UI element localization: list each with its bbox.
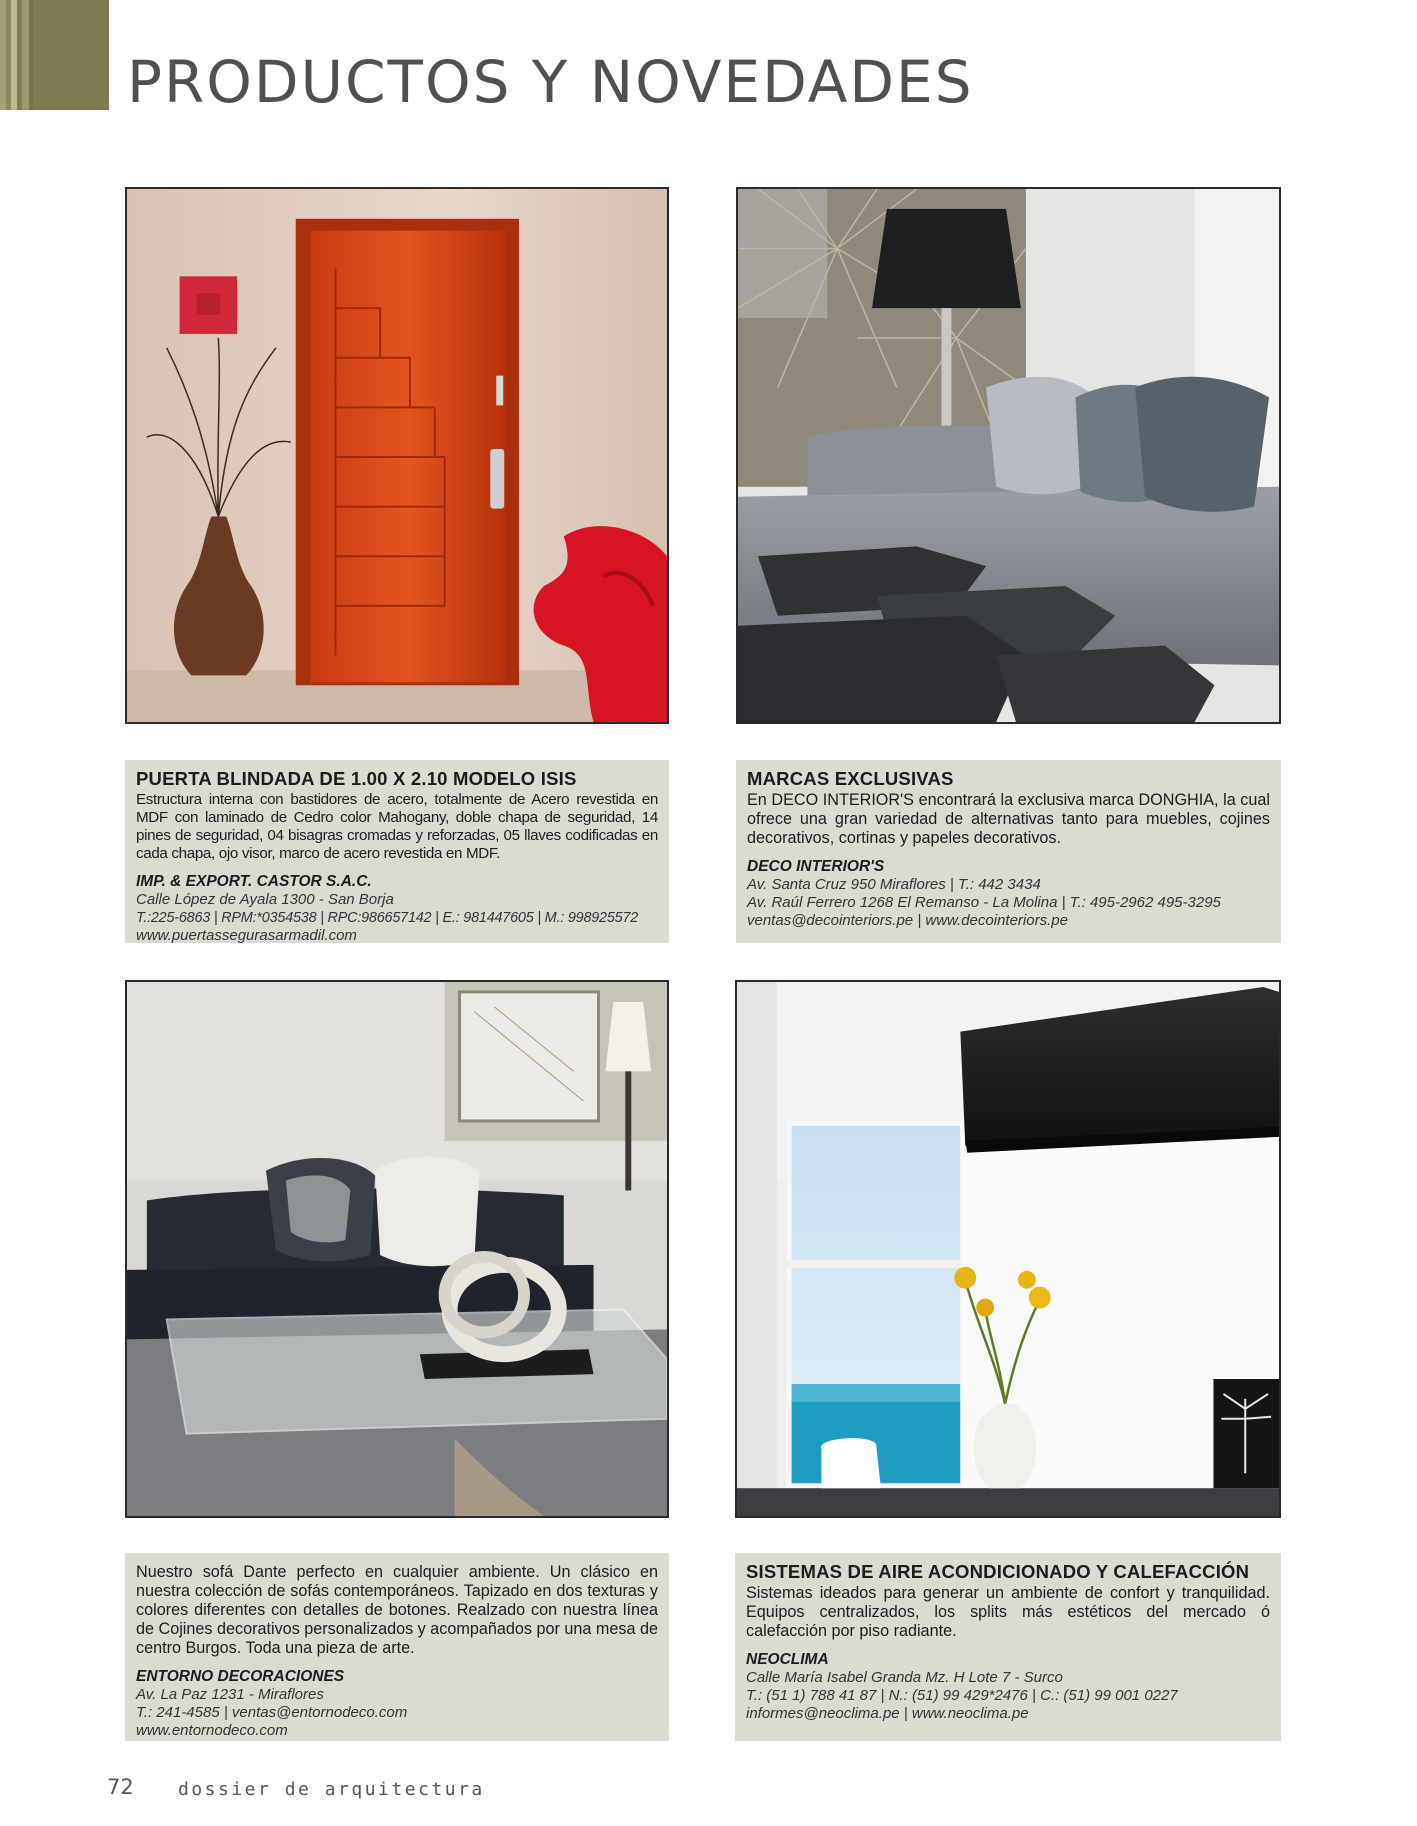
card-exclusive-brands bbox=[736, 760, 1281, 943]
company-email-website[interactable]: informes@neoclima.pe | www.neoclima.pe bbox=[746, 1705, 1029, 1722]
card-description: Sistemas ideados para generar un ambiente de confort y tranquilidad. Equipos centralizados, los splits más estéticos del mercado ó calefacción por piso radiante. bbox=[746, 1584, 1270, 1640]
card-description: Nuestro sofá Dante perfecto en cualquier ambiente. Un clásico en nuestra colección de sofás contemporáneos. Tapizado en dos texturas y colores diferentes con detalles de botones. Realzado con nuestra línea de Cojines decorativos personalizados y acompañados por una mesa de centro Burgos. Toda una pieza de arte. bbox=[136, 1563, 658, 1657]
card-description: En DECO INTERIOR'S encontrará la exclusiva marca DONGHIA, la cual ofrece una gran variedad de alternativas tanto para muebles, cojines decorativos, cortinas y papeles decorativos. bbox=[747, 791, 1270, 847]
card-title: SISTEMAS DE AIRE ACONDICIONADO Y CALEFACCIÓN bbox=[746, 1561, 1250, 1582]
page-number: 72 bbox=[107, 1775, 134, 1799]
company-website[interactable]: www.entornodeco.com bbox=[136, 1722, 288, 1739]
company-phone-email[interactable]: T.: 241-4585 | ventas@entornodeco.com bbox=[136, 1704, 408, 1721]
photo-air-conditioning bbox=[735, 980, 1281, 1518]
company-name: IMP. & EXPORT. CASTOR S.A.C. bbox=[136, 873, 372, 890]
header-accent-stripes bbox=[0, 0, 109, 110]
photo-dante-sofa bbox=[125, 980, 669, 1518]
card-security-door bbox=[125, 760, 669, 943]
card-dante-sofa bbox=[125, 1553, 669, 1741]
company-name: ENTORNO DECORACIONES bbox=[136, 1668, 345, 1685]
photo-security-door bbox=[125, 187, 669, 724]
page-title: PRODUCTOS Y NOVEDADES bbox=[127, 48, 974, 116]
magazine-name: dossier de arquitectura bbox=[178, 1779, 485, 1800]
accent-stripe bbox=[22, 0, 29, 110]
company-phones: T.:225-6863 | RPM:*0354538 | RPC:986657142 | E.: 981447605 | M.: 998925572 bbox=[136, 910, 639, 926]
company-name: DECO INTERIOR'S bbox=[747, 858, 885, 875]
card-air-conditioning bbox=[735, 1553, 1281, 1741]
company-website[interactable]: www.puertassegurasarmadil.com bbox=[136, 927, 357, 944]
card-title: PUERTA BLINDADA DE 1.00 X 2.10 MODELO ISIS bbox=[136, 768, 577, 789]
accent-block bbox=[33, 0, 109, 110]
card-title: MARCAS EXCLUSIVAS bbox=[747, 768, 954, 789]
company-address-2: Av. Raúl Ferrero 1268 El Remanso - La Molina | T.: 495-2962 495-3295 bbox=[747, 894, 1221, 911]
company-name: NEOCLIMA bbox=[746, 1651, 829, 1668]
company-phones: T.: (51 1) 788 41 87 | N.: (51) 99 429*2476 | C.: (51) 99 001 0227 bbox=[746, 1687, 1178, 1704]
company-address: Calle María Isabel Granda Mz. H Lote 7 - Surco bbox=[746, 1669, 1063, 1686]
company-address-1: Av. Santa Cruz 950 Miraflores | T.: 442 3434 bbox=[747, 876, 1041, 893]
card-description: Estructura interna con bastidores de acero, totalmente de Acero revestida en MDF con laminado de Cedro color Mahogany, doble chapa de seguridad, 14 pines de seguridad, 04 bisagras cromadas y reforzadas, 05 llaves codificadas en cada chapa, ojo visor, marco de acero revestida en MDF. bbox=[136, 791, 658, 862]
photo-exclusive-brands bbox=[736, 187, 1281, 724]
company-address: Av. La Paz 1231 - Miraflores bbox=[136, 1686, 324, 1703]
company-address: Calle López de Ayala 1300 - San Borja bbox=[136, 891, 394, 908]
company-email-website[interactable]: ventas@decointeriors.pe | www.decointeriors.pe bbox=[747, 912, 1068, 929]
